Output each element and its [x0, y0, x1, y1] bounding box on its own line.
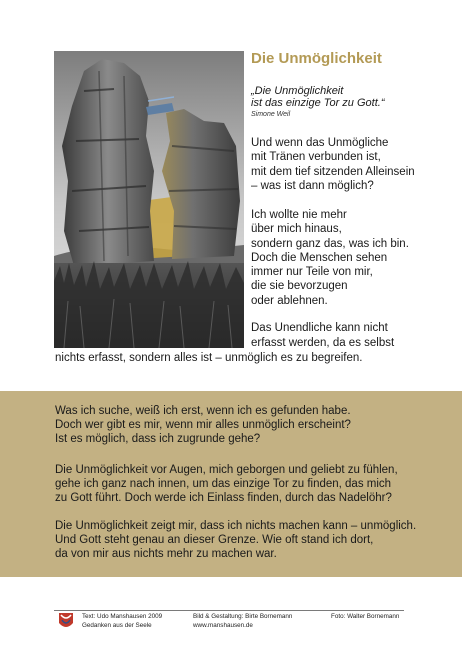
rock-gate-photo: [54, 51, 244, 348]
stanza-line: Doch die Menschen sehen: [251, 251, 388, 264]
website-link[interactable]: www.manshausen.de: [193, 621, 253, 629]
stanza-3-line: nichts erfasst, sondern alles ist – unmöglich es zu begreifen.: [55, 352, 363, 364]
design-credit-line: Bild & Gestaltung: Birte Bornemann: [193, 613, 293, 620]
band-line: zu Gott führt. Doch werde ich Einlass finden, durch das Nadelöhr?: [55, 492, 392, 504]
design-credit: [193, 613, 292, 630]
stanza-line: die sie bevorzugen: [251, 280, 348, 293]
poem-title: Die Unmöglichkeit: [251, 50, 382, 67]
photo-credit: Foto: Walter Bornemann: [331, 613, 400, 620]
quote-line: ist das einzige Tor zu Gott.“: [251, 97, 385, 109]
quote-line: „Die Unmöglichkeit: [251, 85, 344, 97]
band-paragraph-2: [55, 463, 398, 505]
band-line: Was ich suche, weiß ich erst, wenn ich es gefunden habe.: [55, 405, 351, 417]
stanza-3-line: erfasst werden, da es selbst: [251, 337, 395, 349]
band-line: Doch wer gibt es mir, wenn mir alles unmöglich erscheint?: [55, 419, 351, 431]
band-line: Die Unmöglichkeit vor Augen, mich geborgen und geliebt zu fühlen,: [55, 464, 398, 476]
band-line: Und Gott steht genau an dieser Grenze. Wie oft stand ich dort,: [55, 534, 374, 546]
footer-divider: [54, 610, 404, 611]
band-line: Ist es möglich, dass ich zugrunde gehe?: [55, 433, 261, 445]
stanza-line: Ich wollte nie mehr: [251, 209, 347, 221]
band-line: da von mir aus nichts mehr zu machen war.: [55, 548, 277, 560]
band-line: Die Unmöglichkeit zeigt mir, dass ich nichts machen kann – unmöglich.: [55, 520, 417, 532]
stanza-line: Und wenn das Unmögliche: [251, 137, 389, 149]
quote-author: Simone Weil: [251, 111, 291, 118]
stanza-line: immer nur Teile von mir,: [251, 266, 373, 279]
band-paragraph-3: [55, 519, 416, 561]
stanza-line: mit dem tief sitzenden Alleinsein: [251, 165, 415, 178]
band-paragraph-1: [55, 404, 351, 446]
stanza-line: sondern ganz das, was ich bin.: [251, 237, 409, 250]
book-title: Gedanken aus der Seele: [82, 621, 152, 629]
author-logo-icon: [57, 611, 75, 633]
stanza-line: über mich hinaus,: [251, 223, 342, 236]
band-line: gehe ich ganz nach innen, um das einzige Tor zu finden, das mich: [55, 478, 392, 490]
stanza-1: [251, 136, 415, 193]
opening-quote: [251, 85, 385, 109]
stanza-line: – was ist dann möglich?: [251, 179, 374, 192]
text-credit-line: Text: Udo Manshausen 2009: [82, 613, 163, 620]
stanza-2: [251, 208, 409, 308]
stanza-3-line: Das Unendliche kann nicht: [251, 322, 388, 334]
stanza-line: oder ablehnen.: [251, 294, 328, 307]
text-credit: [82, 613, 162, 630]
stanza-line: mit Tränen verbunden ist,: [251, 151, 381, 164]
